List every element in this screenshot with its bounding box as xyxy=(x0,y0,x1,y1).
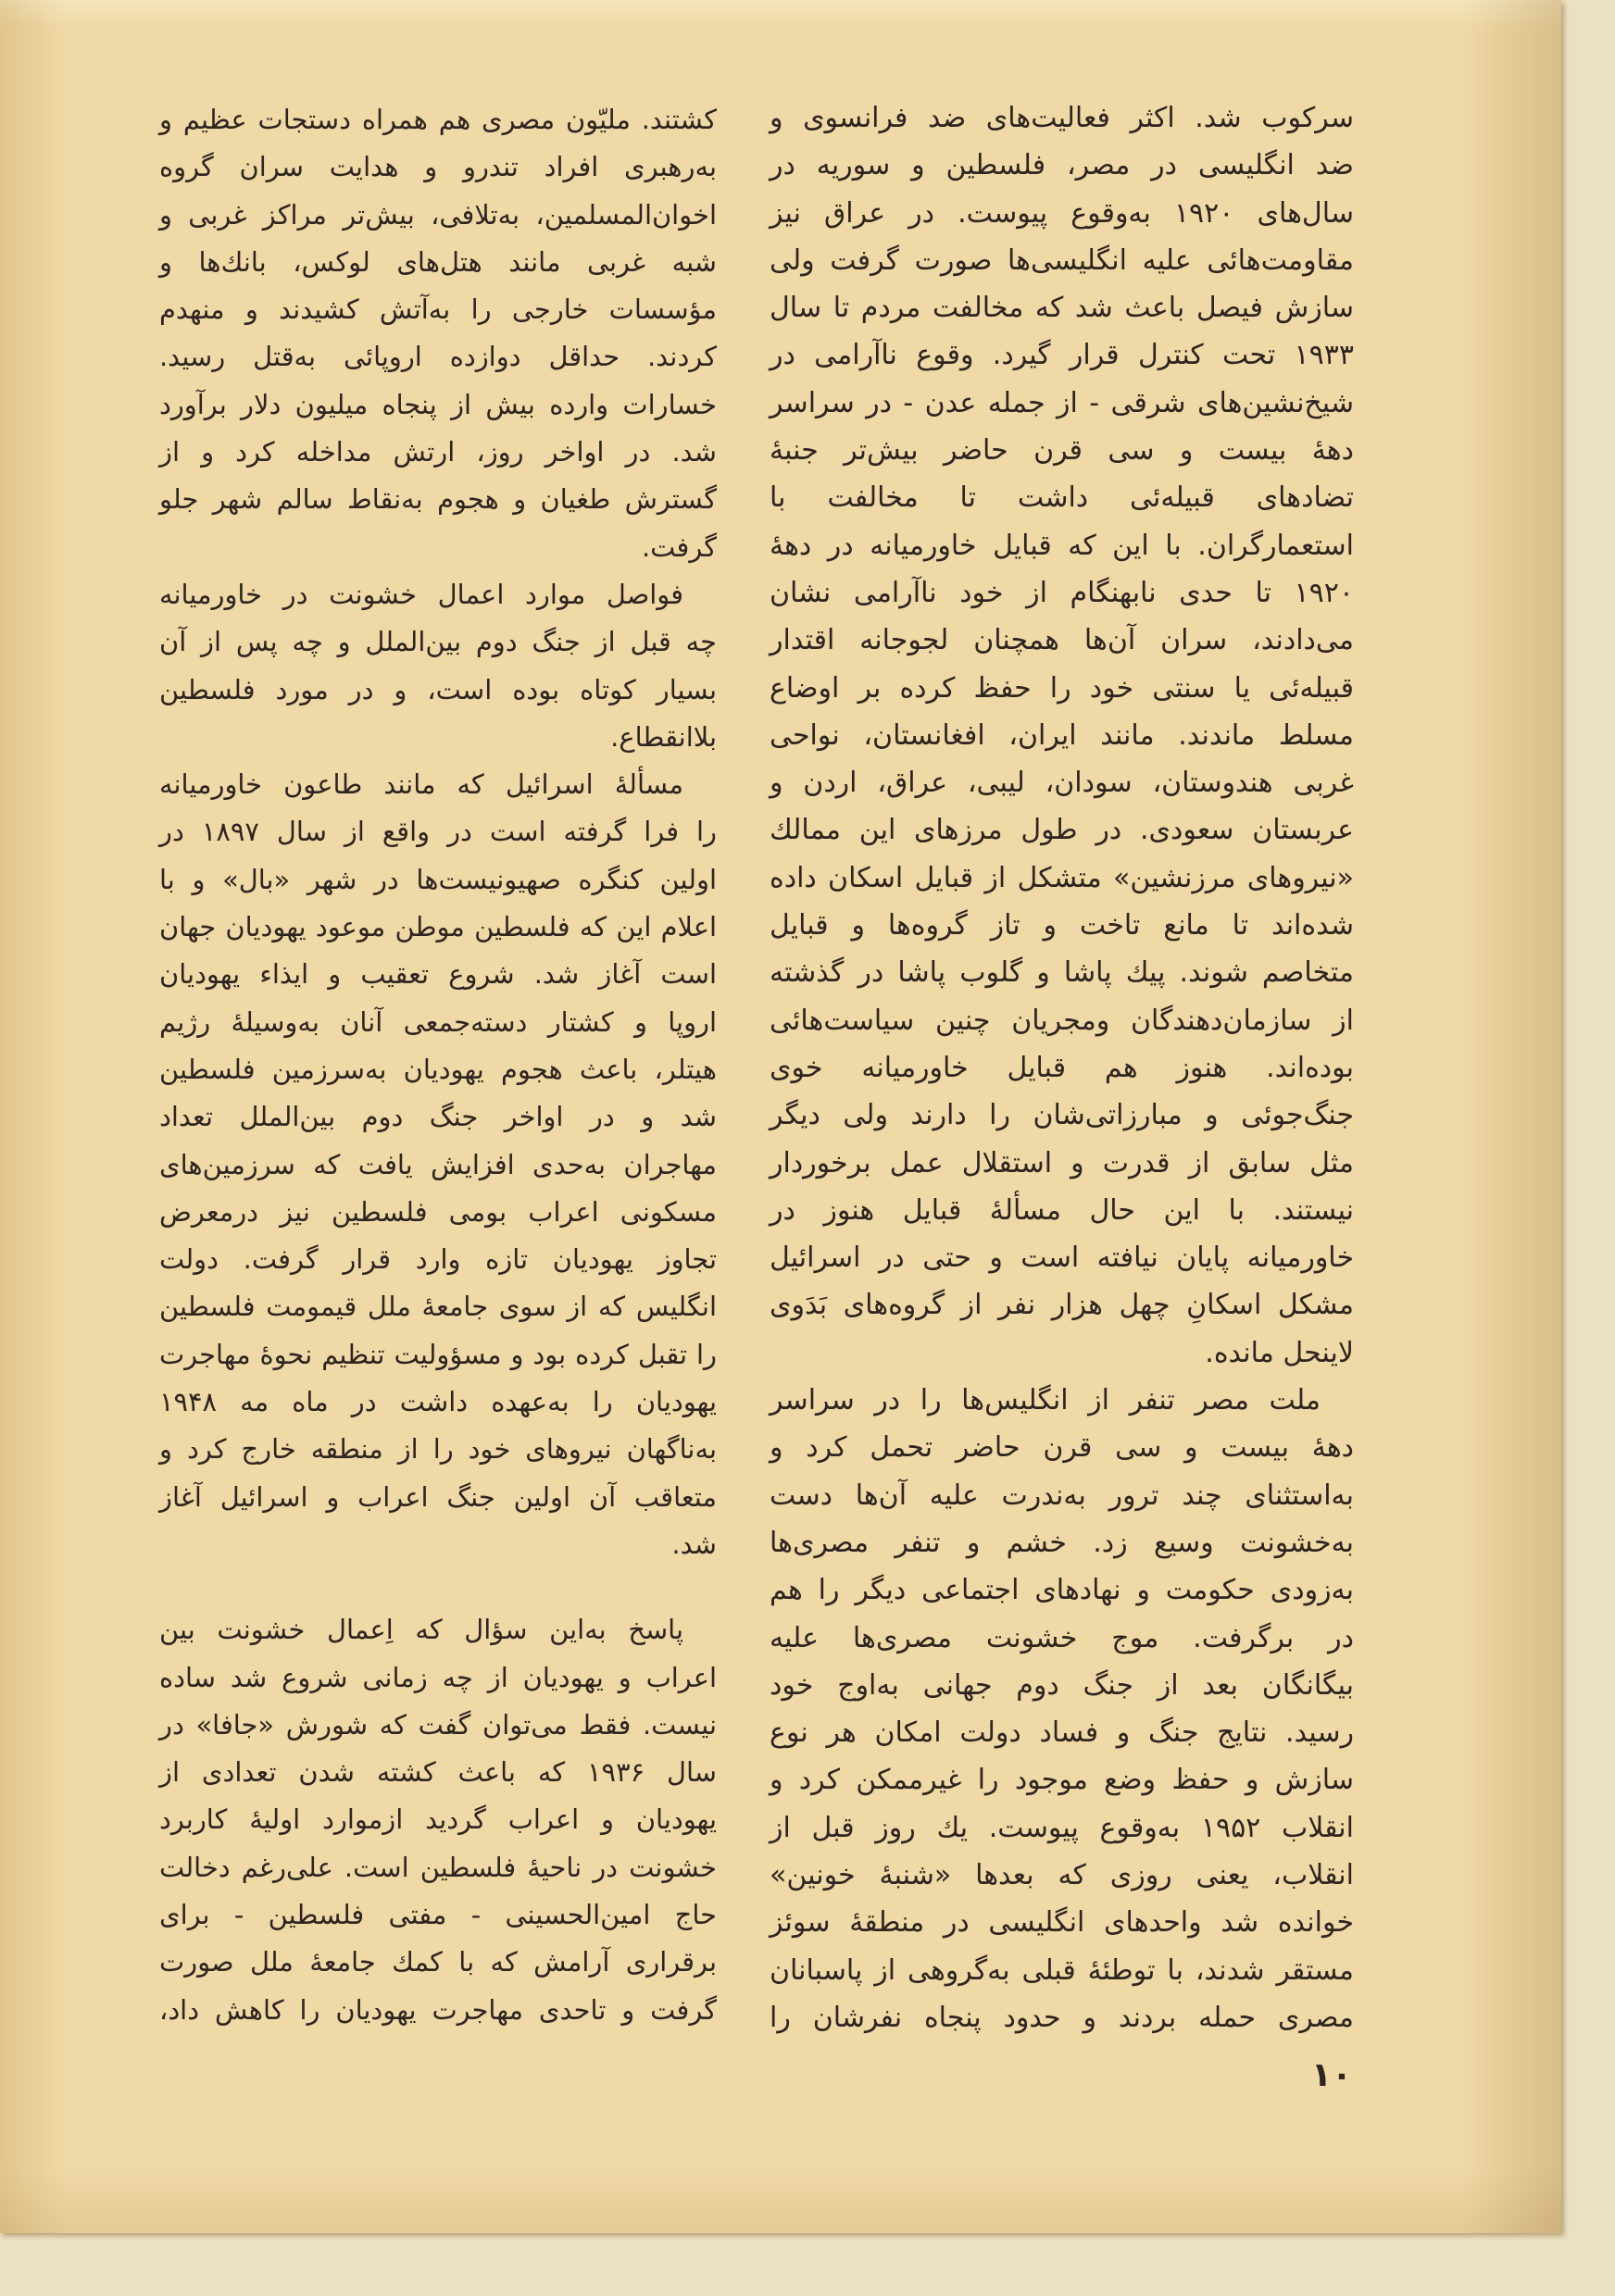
text-line: یهودیان را به‌عهده داشت در ماه مه ۱۹۴۸ xyxy=(159,1386,717,1418)
text-line: در برگرفت. موج خشونت مصری‌ها علیه xyxy=(770,1621,1354,1654)
text-line: غربی هندوستان، سودان، لیبی، عراق، اردن و xyxy=(770,767,1354,800)
text-line: نیستند. با این حال مسألۀ قبایل هنوز در xyxy=(770,1193,1354,1227)
text-line: است آغاز شد. شروع تعقیب و ایذاء یهودیان xyxy=(159,958,717,991)
text-line: لاینحل مانده. xyxy=(1205,1336,1354,1369)
text-line: مثل سابق از قدرت و استقلال عمل برخوردار xyxy=(770,1146,1354,1179)
text-line: سازش فیصل باعث شد که مخالفت مردم تا سال xyxy=(770,292,1354,325)
text-line: سرکوب شد. اکثر فعالیت‌های ضد فرانسوی و xyxy=(770,102,1354,134)
text-line: انقلاب ۱۹۵۲ به‌وقوع پیوست. یك روز قبل از xyxy=(770,1811,1354,1844)
text-line: شیخ‌نشین‌های شرقی - از جمله عدن - در سراسر xyxy=(770,386,1354,419)
text-line: عربستان سعودی. در طول مرزهای این ممالك xyxy=(770,814,1354,847)
text-line: سال‌های ۱۹۲۰ به‌وقوع پیوست. در عراق نیز xyxy=(770,196,1354,230)
text-line: شد. در اواخر روز، ارتش مداخله کرد و از xyxy=(159,436,717,468)
text-line: ۱۹۲۰ تا حدی نابهنگام از خود ناآرامی نشان xyxy=(770,576,1354,609)
text-line: می‌دادند، سران آن‌ها همچنان لجوجانه اقتدار xyxy=(770,624,1354,657)
paragraph xyxy=(770,1377,1354,2041)
text-line: متعاقب آن اولین جنگ اعراب و اسرائیل آغاز xyxy=(159,1480,717,1513)
text-line: به‌ناگهان نیروهای خود را از منطقه خارج کرد و xyxy=(159,1433,717,1466)
text-line: به‌رهبری افراد تندرو و هدایت سران گروه xyxy=(159,151,717,183)
text-line: قبیله‌ئی یا سنتی خود را حفظ کرده بر اوضاع xyxy=(770,671,1354,705)
text-line: برقراری آرامش که با کمك جامعۀ ملل صورت xyxy=(159,1946,717,1978)
text-line: بسیار کوتاه بوده است، و در مورد فلسطین xyxy=(159,673,717,705)
paragraph xyxy=(770,94,1354,1377)
text-line: مشکل اسکانِ چهل هزار نفر از گروه‌های بَدَوی xyxy=(770,1289,1354,1322)
text-line: مصری حمله بردند و حدود پنجاه نفرشان را xyxy=(770,2001,1354,2034)
text-line: کردند. حداقل دوازده اروپائی به‌قتل رسید. xyxy=(159,341,717,373)
text-line: به‌استثنای چند ترور به‌ندرت علیه آن‌ها دست xyxy=(770,1479,1354,1512)
text-line: بیگانگان بعد از جنگ دوم جهانی به‌اوج خود xyxy=(770,1668,1354,1702)
text-line: انگلیس که از سوی جامعۀ ملل قیمومت فلسطین xyxy=(159,1291,717,1323)
right-text-column xyxy=(770,94,1354,2041)
text-line: بلاانقطاع. xyxy=(610,720,717,753)
text-line: شبه غربی مانند هتل‌های لوکس، بانك‌ها و xyxy=(159,245,717,278)
text-line: متخاصم شوند. پیك پاشا و گلوب پاشا در گذشته xyxy=(770,956,1354,990)
text-line: مؤسسات خارجی را به‌آتش کشیدند و منهدم xyxy=(159,293,717,326)
left-text-column xyxy=(159,96,717,2034)
text-line: مقاومت‌هائی علیه انگلیسی‌ها صورت گرفت ولی xyxy=(770,243,1354,277)
text-line: خسارات وارده بیش از پنجاه میلیون دلار برآورد xyxy=(159,388,717,420)
text-line: گسترش طغیان و هجوم به‌نقاط سالم شهر جلو xyxy=(159,483,717,516)
paragraph xyxy=(159,571,717,761)
text-line: دهۀ بیست و سی قرن حاضر بیش‌تر جنبۀ xyxy=(770,434,1354,468)
text-line: اعلام این که فلسطین موطن موعود یهودیان جهان xyxy=(159,911,717,943)
text-line: استعمارگران. با این که قبایل خاورمیانه در دهۀ xyxy=(770,529,1354,562)
text-line: به‌خشونت وسیع زد. خشم و تنفر مصری‌ها xyxy=(770,1526,1354,1559)
text-line: خشونت در ناحیۀ فلسطین است. علی‌رغم دخالت xyxy=(159,1851,717,1883)
text-line: فواصل موارد اعمال خشونت در خاورمیانه xyxy=(159,578,683,610)
text-line: هیتلر، باعث هجوم یهودیان به‌سرزمین فلسطین xyxy=(159,1053,717,1085)
text-line: شد. xyxy=(671,1528,717,1560)
text-line: بوده‌اند. هنوز هم قبایل خاورمیانه خوی xyxy=(770,1051,1354,1084)
text-line: گرفت و تاحدی مهاجرت یهودیان را کاهش داد، xyxy=(159,1993,717,2026)
text-line: ۱۹۳۳ تحت کنترل قرار گیرد. وقوع ناآرامی در xyxy=(770,339,1354,372)
text-line: اروپا و کشتار دسته‌جمعی آنان به‌وسیلۀ رژیم xyxy=(159,1005,717,1038)
paragraph xyxy=(159,96,717,571)
text-line: تضادهای قبیله‌ئی داشت تا مخالفت با xyxy=(770,481,1354,515)
text-line: اولین کنگره صهیونیست‌ها در شهر «بال» و با xyxy=(159,863,717,895)
paragraph xyxy=(159,761,717,1568)
text-line: مسکونی اعراب بومی فلسطین نیز درمعرض xyxy=(159,1195,717,1228)
text-line: مسلط ماندند. مانند ایران، افغانستان، نواحی xyxy=(770,718,1354,752)
text-line: انقلاب، یعنی روزی که بعدها «شنبۀ خونین» xyxy=(770,1858,1354,1891)
text-line: مهاجران به‌حدی افزایش یافت که سرزمین‌های xyxy=(159,1148,717,1180)
text-line: نیست. فقط می‌توان گفت که شورش «جافا» در xyxy=(159,1708,717,1741)
text-line: گرفت. xyxy=(641,530,717,563)
text-line: اعراب و یهودیان از چه زمانی شروع شد ساده xyxy=(159,1661,717,1693)
text-line: ضد انگلیسی در مصر، فلسطین و سوریه در xyxy=(770,149,1354,182)
text-line: مستقر شدند، با توطئۀ قبلی به‌گروهی از پاسبانان xyxy=(770,1953,1354,1987)
text-line: خاورمیانه پایان نیافته است و حتی در اسرائیل xyxy=(770,1242,1354,1275)
paragraph xyxy=(159,1606,717,2034)
text-line: را فرا گرفته است در واقع از سال ۱۸۹۷ در xyxy=(159,816,717,848)
text-line: حاج امین‌الحسینی - مفتی فلسطین - برای xyxy=(159,1898,717,1930)
text-line: کشتند. ملیّون مصری هم همراه دستجات عظیم و xyxy=(159,104,717,135)
text-line: چه قبل از جنگ دوم بین‌الملل و چه پس از آن xyxy=(159,626,717,658)
text-line: «نیروهای مرزنشین» متشکل از قبایل اسکان داده xyxy=(770,861,1354,894)
text-line: جنگ‌جوئی و مبارزاتی‌شان را دارند ولی دیگر xyxy=(770,1099,1354,1132)
text-line: ملت مصر تنفر از انگلیس‌ها را در سراسر xyxy=(770,1384,1321,1417)
text-line: اخوان‌المسلمین، به‌تلافی، بیش‌تر مراکز غربی و xyxy=(159,198,717,231)
page-number: ۱۰ xyxy=(1311,2056,1352,2094)
text-line: شده‌اند تا مانع تاخت و تاز گروه‌ها و قبایل xyxy=(770,909,1354,942)
text-line: سازش و حفظ وضع موجود را غیرممکن کرد و xyxy=(770,1764,1354,1797)
text-line: شد و در اواخر جنگ دوم بین‌الملل تعداد xyxy=(159,1101,717,1133)
text-line: پاسخ به‌این سؤال که اِعمال خشونت بین xyxy=(159,1614,683,1646)
text-line: یهودیان و اعراب گردید ازموارد اولیۀ کاربرد xyxy=(159,1803,717,1836)
text-line: دهۀ بیست و سی قرن حاضر تحمل کرد و xyxy=(770,1431,1354,1465)
text-line: مسألۀ اسرائیل که مانند طاعون خاورمیانه xyxy=(159,768,683,801)
text-line: خوانده شد واحدهای انگلیسی در منطقۀ سوئز xyxy=(770,1906,1354,1940)
text-line: رسید. نتایج جنگ و فساد دولت امکان هر نوع xyxy=(770,1716,1354,1750)
text-line: سال ۱۹۳۶ که باعث کشته شدن تعدادی از xyxy=(159,1756,717,1789)
text-line: از سازمان‌دهندگان ومجریان چنین سیاست‌هائی xyxy=(770,1004,1354,1037)
text-line: را تقبل کرده بود و مسؤولیت تنظیم نحوۀ مهاجرت xyxy=(159,1338,717,1370)
text-line: تجاوز یهودیان تازه وارد قرار گرفت. دولت xyxy=(159,1243,717,1276)
text-line: به‌زودی حکومت و نهادهای اجتماعی دیگر را هم xyxy=(770,1574,1354,1607)
